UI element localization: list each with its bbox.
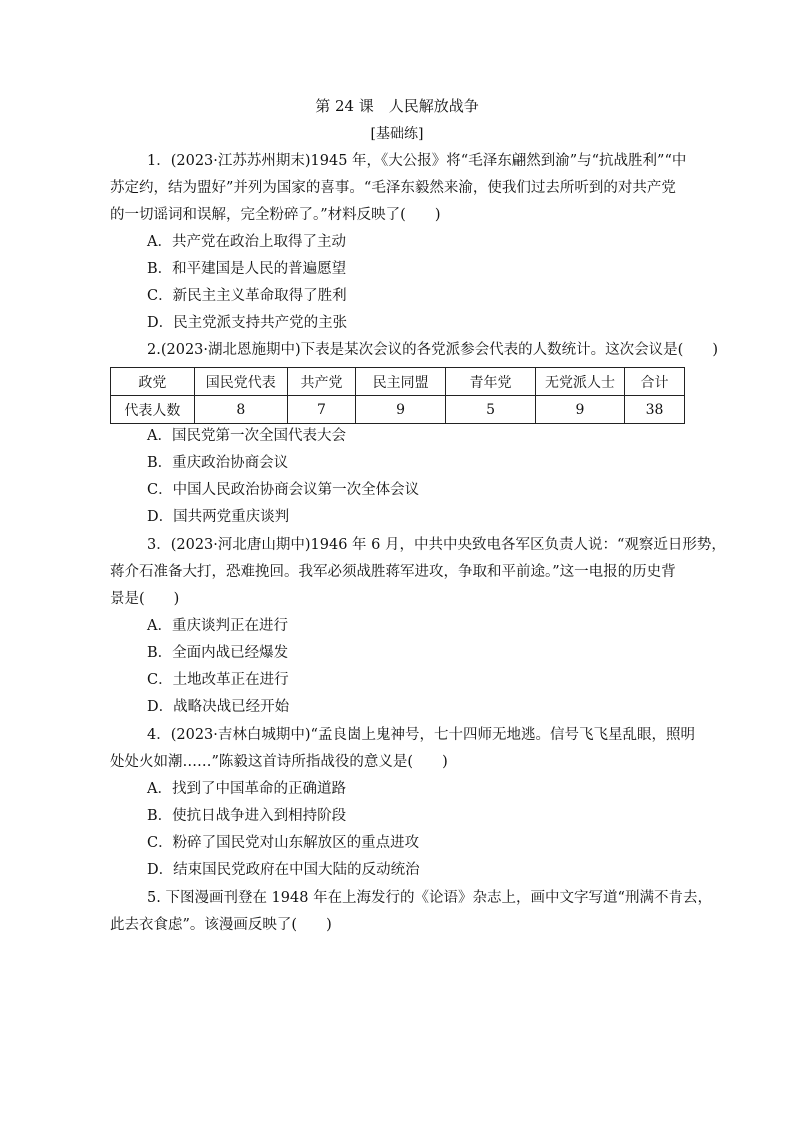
table-header-row (111, 368, 685, 396)
table-header-cell: 合计 (624, 368, 684, 396)
table-row (111, 396, 685, 424)
q4-option-a: A．找到了中国革命的正确道路 (147, 781, 346, 797)
q4-line-1: 4．(2023·吉林白城期中)“孟良崮上鬼神号，七十四师无地逃。信号飞飞星乱眼，照明 (147, 727, 695, 743)
table-cell: 9 (356, 396, 446, 424)
table-cell: 9 (536, 396, 625, 424)
q4-line-2: 处处火如潮……”陈毅这首诗所指战役的意义是( ) (110, 754, 448, 770)
lesson-title: 第 24 课 人民解放战争 (315, 97, 479, 115)
q1-line-1: 1．(2023·江苏苏州期末)1945 年，《大公报》将“毛泽东翩然到渝”与“抗战胜利”“中 (147, 153, 687, 169)
delegate-table (110, 367, 685, 424)
table-header-cell: 民主同盟 (356, 368, 446, 396)
q4-option-b: B．使抗日战争进入到相持阶段 (147, 808, 347, 824)
table-cell: 5 (446, 396, 536, 424)
q3-line-1: 3．(2023·河北唐山期中)1946 年 6 月，中共中央致电各军区负责人说：“观察近日形势， (147, 537, 726, 553)
table-cell: 8 (194, 396, 287, 424)
table-header-cell: 国民党代表 (194, 368, 287, 396)
table-cell: 38 (624, 396, 684, 424)
q2-option-a: A．国民党第一次全国代表大会 (147, 428, 346, 444)
table-header-cell: 政党 (111, 368, 195, 396)
q3-line-3: 景是( ) (110, 591, 180, 607)
table-header-cell: 青年党 (446, 368, 536, 396)
table-header-cell: 共产党 (287, 368, 355, 396)
q1-option-d: D．民主党派支持共产党的主张 (147, 315, 348, 331)
q2-line-1: 2.(2023·湖北恩施期中)下表是某次会议的各党派参会代表的人数统计。这次会议是( ) (147, 342, 718, 358)
q1-line-3: 的一切谣词和误解，完全粉碎了。”材料反映了( ) (110, 207, 441, 223)
table-header-cell: 无党派人士 (536, 368, 625, 396)
table-cell: 7 (287, 396, 355, 424)
q2-option-b: B．重庆政治协商会议 (147, 455, 289, 471)
q1-line-2: 苏定约，结为盟好”并列为国家的喜事。“毛泽东毅然来渝，使我们过去所听到的对共产党 (110, 180, 676, 196)
q5-line-2: 此去衣食虑”。该漫画反映了( ) (110, 917, 332, 933)
section-label: [基础练] (370, 126, 424, 142)
q1-option-c: C．新民主主义革命取得了胜利 (147, 288, 347, 304)
q1-option-a: A．共产党在政治上取得了主动 (147, 234, 346, 250)
q4-option-d: D．结束国民党政府在中国大陆的反动统治 (147, 862, 420, 878)
q4-option-c: C．粉碎了国民党对山东解放区的重点进攻 (147, 835, 420, 851)
q3-option-a: A．重庆谈判正在进行 (147, 618, 288, 634)
q1-option-b: B．和平建国是人民的普遍愿望 (147, 261, 347, 277)
q3-option-c: C．土地改革正在进行 (147, 672, 289, 688)
q2-option-c: C．中国人民政治协商会议第一次全体会议 (147, 482, 420, 498)
q2-option-d: D．国共两党重庆谈判 (147, 509, 290, 525)
q3-option-b: B．全面内战已经爆发 (147, 645, 289, 661)
table-cell: 代表人数 (111, 396, 195, 424)
q3-option-d: D．战略决战已经开始 (147, 699, 290, 715)
q3-line-2: 蒋介石准备大打，恐难挽回。我军必须战胜蒋军进攻，争取和平前途。”这一电报的历史背 (110, 564, 676, 580)
q5-line-1: 5. 下图漫画刊登在 1948 年在上海发行的《论语》杂志上，画中文字写道“刑满不肯去， (147, 890, 712, 906)
